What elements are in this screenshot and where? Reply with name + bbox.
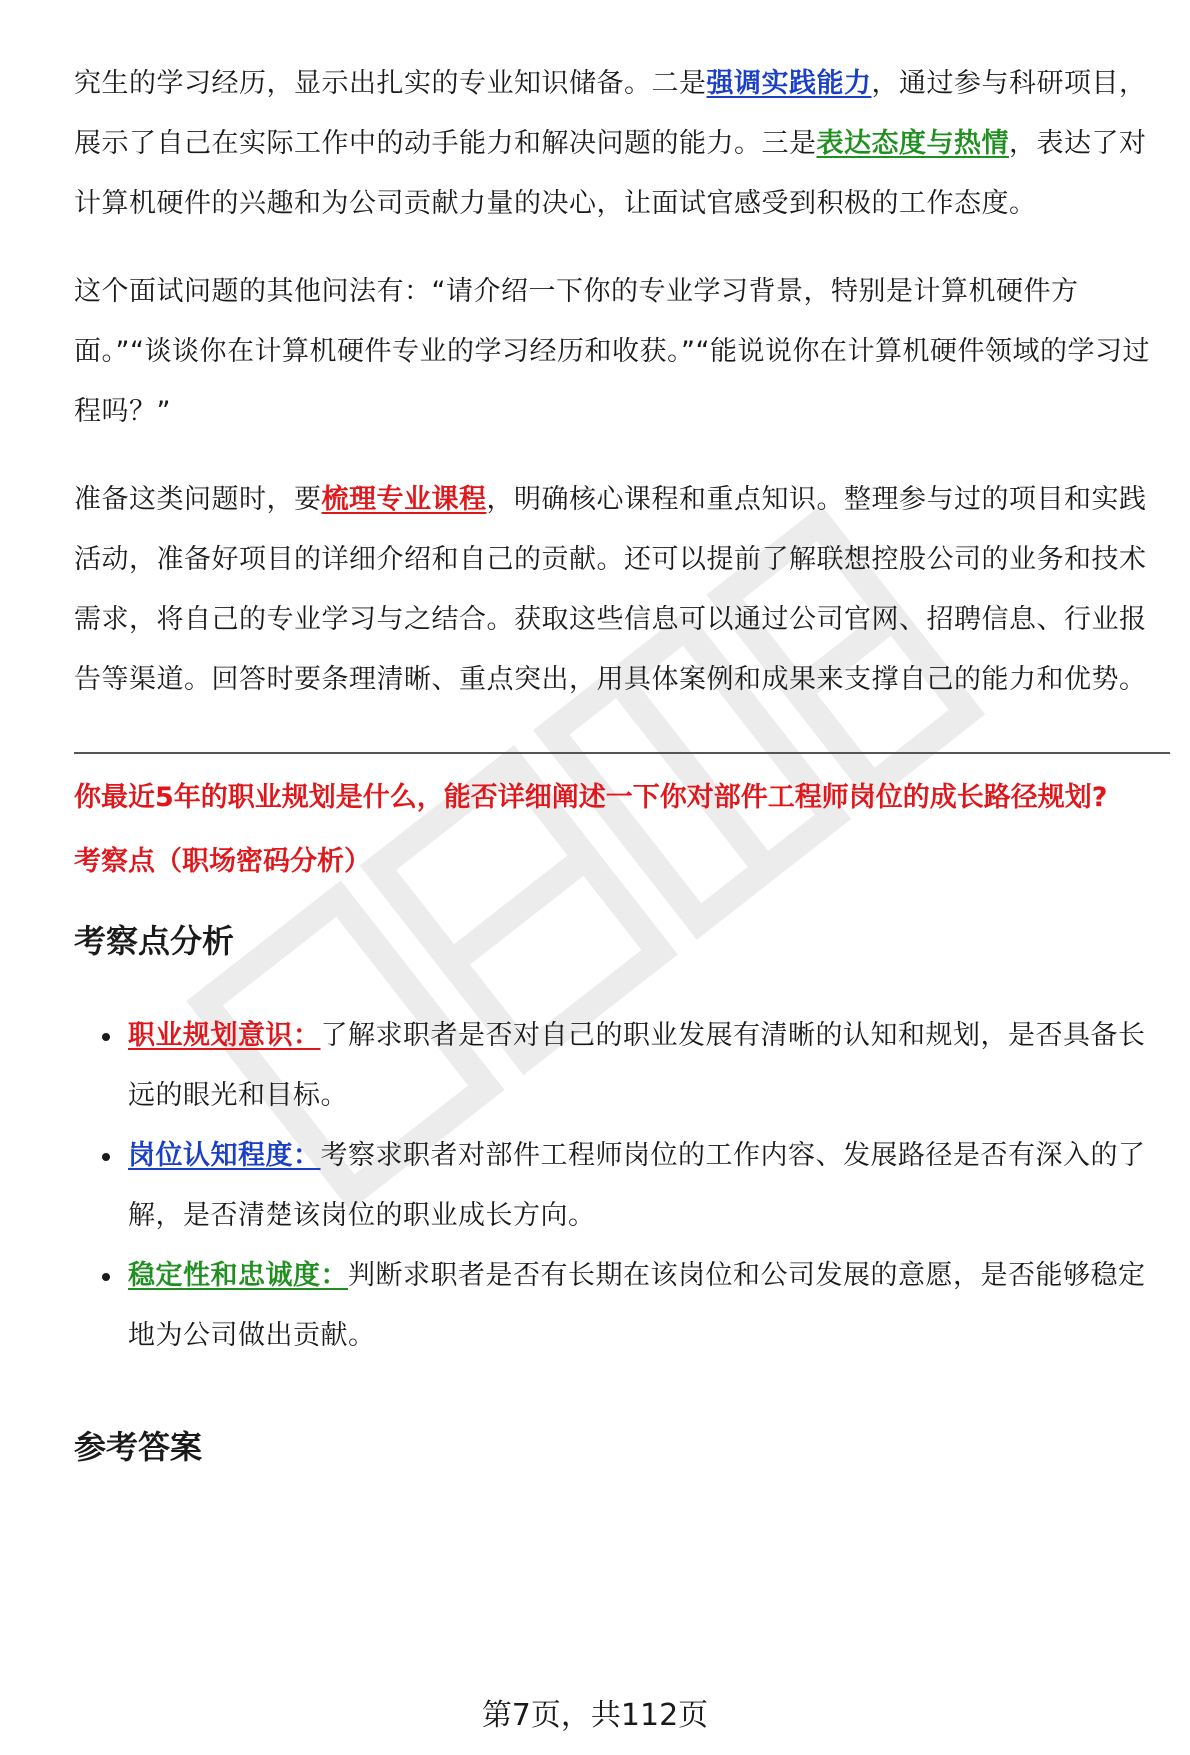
analysis-bullet-list xyxy=(74,1006,1170,1366)
keyword-practice-ability: 强调实践能力 xyxy=(706,68,872,99)
text-span: 究生的学习经历，显示出扎实的专业知识储备。二是 xyxy=(74,68,707,99)
page-number-footer: 第7页，共112页 xyxy=(481,1698,709,1733)
bullet-dot-icon xyxy=(102,1153,110,1161)
analysis-heading: 考察点分析 xyxy=(74,922,235,960)
keyword-attitude-enthusiasm: 表达态度与热情 xyxy=(816,128,1009,159)
bullet-text: 了解求职者是否对自己的职业发展有清晰的认知和规划，是否具备长远的眼光和目标。 xyxy=(128,1020,1146,1111)
bullet-label: 稳定性和忠诚度： xyxy=(128,1260,348,1291)
list-item xyxy=(74,1246,1170,1366)
bullet-text: 考察求职者对部件工程师岗位的工作内容、发展路径是否有深入的了解，是否清楚该岗位的职业成长方向。 xyxy=(128,1140,1146,1231)
bullet-dot-icon xyxy=(102,1033,110,1041)
bullet-dot-icon xyxy=(102,1273,110,1281)
assessment-subheading: 考察点（职场密码分析） xyxy=(74,846,371,877)
answer-heading: 参考答案 xyxy=(74,1428,203,1466)
text-span: 准备这类问题时，要 xyxy=(74,484,322,515)
paragraph-alternative-questions: 这个面试问题的其他问法有：“请介绍一下你的专业学习背景，特别是计算机硬件方面。”“谈谈你在计算机硬件专业的学习经历和收获。”“能说说你在计算机硬件领域的学习过程吗？” xyxy=(74,276,1150,427)
list-item xyxy=(74,1126,1170,1246)
bullet-label: 职业规划意识： xyxy=(128,1020,321,1051)
section-divider xyxy=(74,752,1170,754)
interview-question: 你最近5年的职业规划是什么，能否详细阐述一下你对部件工程师岗位的成长路径规划? xyxy=(74,782,1108,813)
list-item xyxy=(74,1006,1170,1126)
bullet-text: 判断求职者是否有长期在该岗位和公司发展的意愿，是否能够稳定地为公司做出贡献。 xyxy=(128,1260,1146,1351)
text-span: ，表达了对计算机硬件的兴趣和为公司贡献力量的决心，让面试官感受到积极的工作态度。 xyxy=(74,128,1147,219)
bullet-label: 岗位认知程度： xyxy=(128,1140,321,1171)
keyword-sort-courses: 梳理专业课程 xyxy=(321,484,487,515)
text-span: ，通过参与科研项目，展示了自己在实际工作中的动手能力和解决问题的能力。三是 xyxy=(74,68,1147,159)
paragraph-preparation xyxy=(74,470,1170,710)
text-span: ，明确核心课程和重点知识。整理参与过的项目和实践活动，准备好项目的详细介绍和自己的贡献。还可以提前了解联想控股公司的业务和技术需求，将自己的专业学习与之结合。获取这些信息可以通过公司官网、招聘信息、行业报告等渠道。回答时要条理清晰、重点突出，用具体案例和成果来支撑自己的能力和优势。 xyxy=(74,484,1147,695)
paragraph-summary xyxy=(74,54,1170,234)
main-content xyxy=(74,54,1170,1472)
